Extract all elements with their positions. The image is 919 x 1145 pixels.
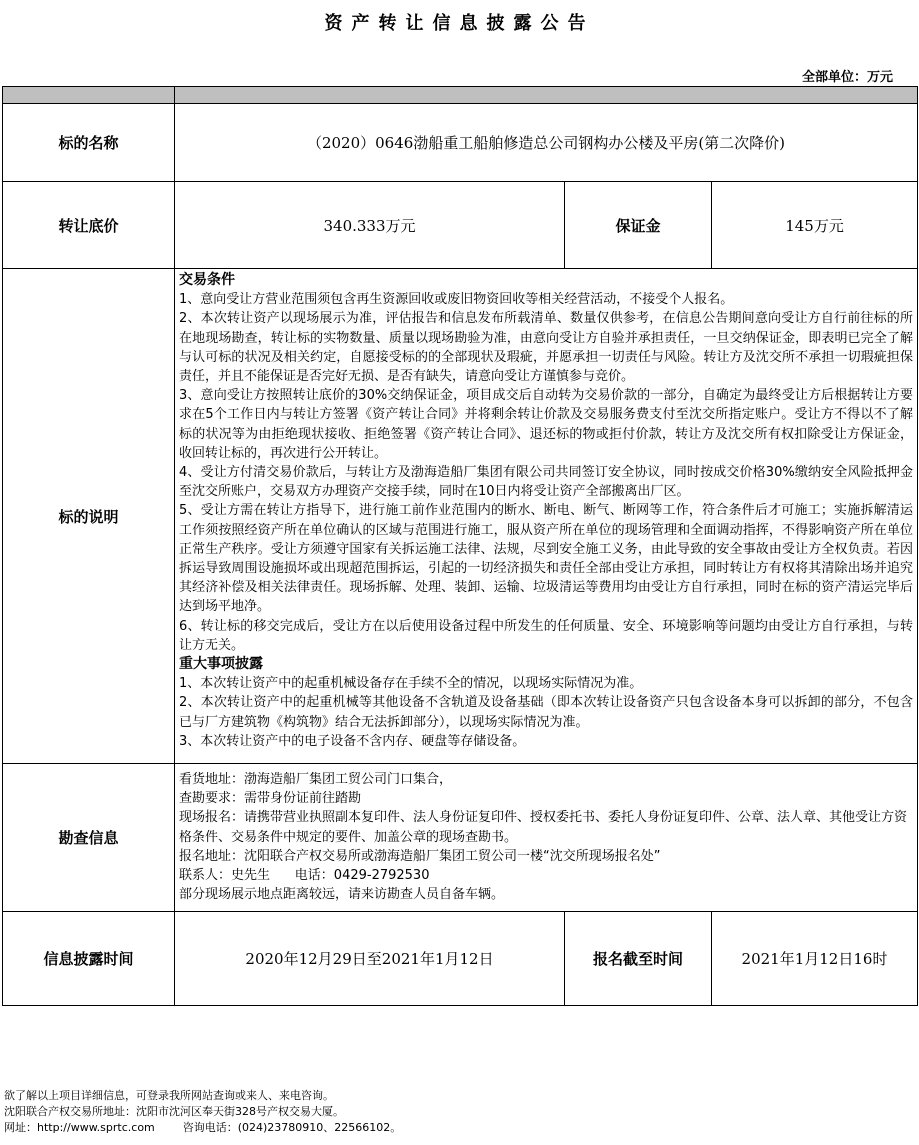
page-title: 资产转让信息披露公告 — [324, 13, 595, 34]
disclosure-period-label: 信息披露时间 — [3, 911, 175, 1005]
asset-name-label: 标的名称 — [3, 104, 175, 182]
description-content — [175, 269, 918, 764]
major-matter-item: 1、本次转让资产中的起重机械设备存在手续不全的情况，以现场实际情况为准。 — [179, 676, 643, 692]
header-bar — [3, 87, 918, 104]
major-matters-heading: 重大事项披露 — [179, 656, 263, 673]
trade-condition-item: 4、受让方付清交易价款后，与转让方及渤海造船厂集团有限公司共同签订安全协议，同时按成交价格30%缴纳安全风险抵押金至沈交所账户，交易双方办理资产交接手续，同时在10日内将受让资产全部搬离出厂区。 — [179, 465, 914, 500]
row-asset-name — [3, 104, 918, 182]
inspection-label: 勘查信息 — [3, 764, 175, 911]
trade-conditions-heading: 交易条件 — [179, 272, 235, 288]
inspection-line: 看货地址：渤海造船厂集团工贸公司门口集合， — [179, 772, 453, 788]
asset-name-value: （2020）0646渤船重工船舶修造总公司钢构办公楼及平房(第二次降价) — [175, 104, 918, 182]
inspection-line: 部分现场展示地点距离较远，请来访勘查人员自备车辆。 — [179, 887, 505, 903]
major-matter-item: 3、本次转让资产中的电子设备不含内存、硬盘等存储设备。 — [179, 733, 526, 749]
inspection-line: 报名地址：沈阳联合产权交易所或渤海造船厂集团工贸公司一楼“沈交所现场报名处” — [179, 848, 661, 864]
row-description — [3, 269, 918, 764]
deposit-label: 保证金 — [565, 182, 712, 269]
trade-condition-item: 1、意向受让方营业范围须包含再生资源回收或废旧物资回收等相关经营活动，不接受个人报名。 — [179, 292, 734, 308]
inspection-line: 查勘要求：需带身份证前往踏勘 — [179, 791, 362, 807]
footer-line: 网址：http://www.sprtc.com 咨询电话：(024)23780910、22566102。 — [4, 1121, 402, 1134]
row-price — [3, 182, 918, 269]
trade-condition-item: 5、受让方需在转让方指导下，进行施工前作业范围内的断水、断电、断气、断网等工作，符合条件后才可施工；实施拆解清运工作须按照经资产所在单位确认的区域与范围进行施工，服从资产所在单位的现场管理和全面调动指挥，不得影响资产所在单位正常生产秩序。受让方须遵守国家有关拆运施工法律、法规，尽到安全施工义务，由此导致的安全事故由受让方全权负责。若因拆运导致周围设施损坏或出现超范围拆运，引起的一切经济损失和责任全部由受让方承担，同时转让方有权将其清除出场并追究其经济补偿及相关法律责任。现场拆解、处理、装卸、运输、垃圾清运等费用均由受让方自行承担，同时在标的资产清运完毕后达到场平地净。 — [179, 503, 914, 615]
inspection-line: 联系人：史先生 电话：0429-2792530 — [179, 868, 430, 884]
trade-condition-item: 2、本次转让资产以现场展示为准，评估报告和信息发布所载清单、数量仅供参考，在信息公告期间意向受让方自行前往标的所在地现场勘查，转让标的实物数量、质量以现场勘验为准，由意向受让方自验并承担责任，一旦交纳保证金，即表明已完全了解与认可标的状况及相关约定，自愿接受标的的全部现状及瑕疵，并愿承担一切责任与风险。转让方及沈交所不承担一切瑕疵担保责任，并且不能保证是否完好无损、是否有缺失，请意向受让方谨慎参与竞价。 — [179, 311, 914, 385]
trade-condition-item: 6、转让标的移交完成后，受让方在以后使用设备过程中所发生的任何质量、安全、环境影响等问题均由受让方自行承担，与转让方无关。 — [179, 618, 914, 653]
announcement-table — [2, 86, 918, 1006]
footer-line: 欲了解以上项目详细信息，可登录我所网站查询或来人、来电咨询。 — [4, 1089, 334, 1102]
trade-condition-item: 3、意向受让方按照转让底价的30%交纳保证金，项目成交后自动转为交易价款的一部分，自确定为最终受让方后根据转让方要求在5个工作日内与转让方签署《资产转让合同》并将剩余转让价款及交易服务费支付至沈交所指定账户。受让方不得以不了解标的状况等为由拒绝现状接收、拒绝签署《资产转让合同》、退还标的物或拒付价款，转让方及沈交所有权扣除受让方保证金，收回转让标的，再次进行公开转让。 — [179, 388, 914, 461]
footer-line: 沈阳联合产权交易所地址：沈阳市沈河区奉天街328号产权交易大厦。 — [4, 1105, 344, 1118]
disclosure-period-value: 2020年12月29日至2021年1月12日 — [175, 911, 565, 1005]
footer — [4, 1088, 401, 1136]
reserve-price-value: 340.333万元 — [175, 182, 565, 269]
deposit-value: 145万元 — [712, 182, 918, 269]
registration-deadline-value: 2021年1月12日16时 — [712, 911, 918, 1005]
inspection-line: 现场报名：请携带营业执照副本复印件、法人身份证复印件、授权委托书、委托人身份证复印件、公章、法人章、其他受让方资格条件、交易条件中规定的要件、加盖公章的现场查勘书。 — [179, 810, 908, 845]
row-period — [3, 911, 918, 1005]
inspection-content — [175, 764, 918, 911]
row-inspection — [3, 764, 918, 911]
unit-note: 全部单位：万元 — [801, 70, 893, 85]
reserve-price-label: 转让底价 — [3, 182, 175, 269]
registration-deadline-label: 报名截至时间 — [565, 911, 712, 1005]
description-label: 标的说明 — [3, 269, 175, 764]
major-matter-item: 2、本次转让资产中的起重机械等其他设备不含轨道及设备基础（即本次转让设备资产只包含设备本身可以拆卸的部分，不包含已与厂方建筑物《构筑物》结合无法拆卸部分），以现场实际情况为准。 — [179, 695, 914, 730]
